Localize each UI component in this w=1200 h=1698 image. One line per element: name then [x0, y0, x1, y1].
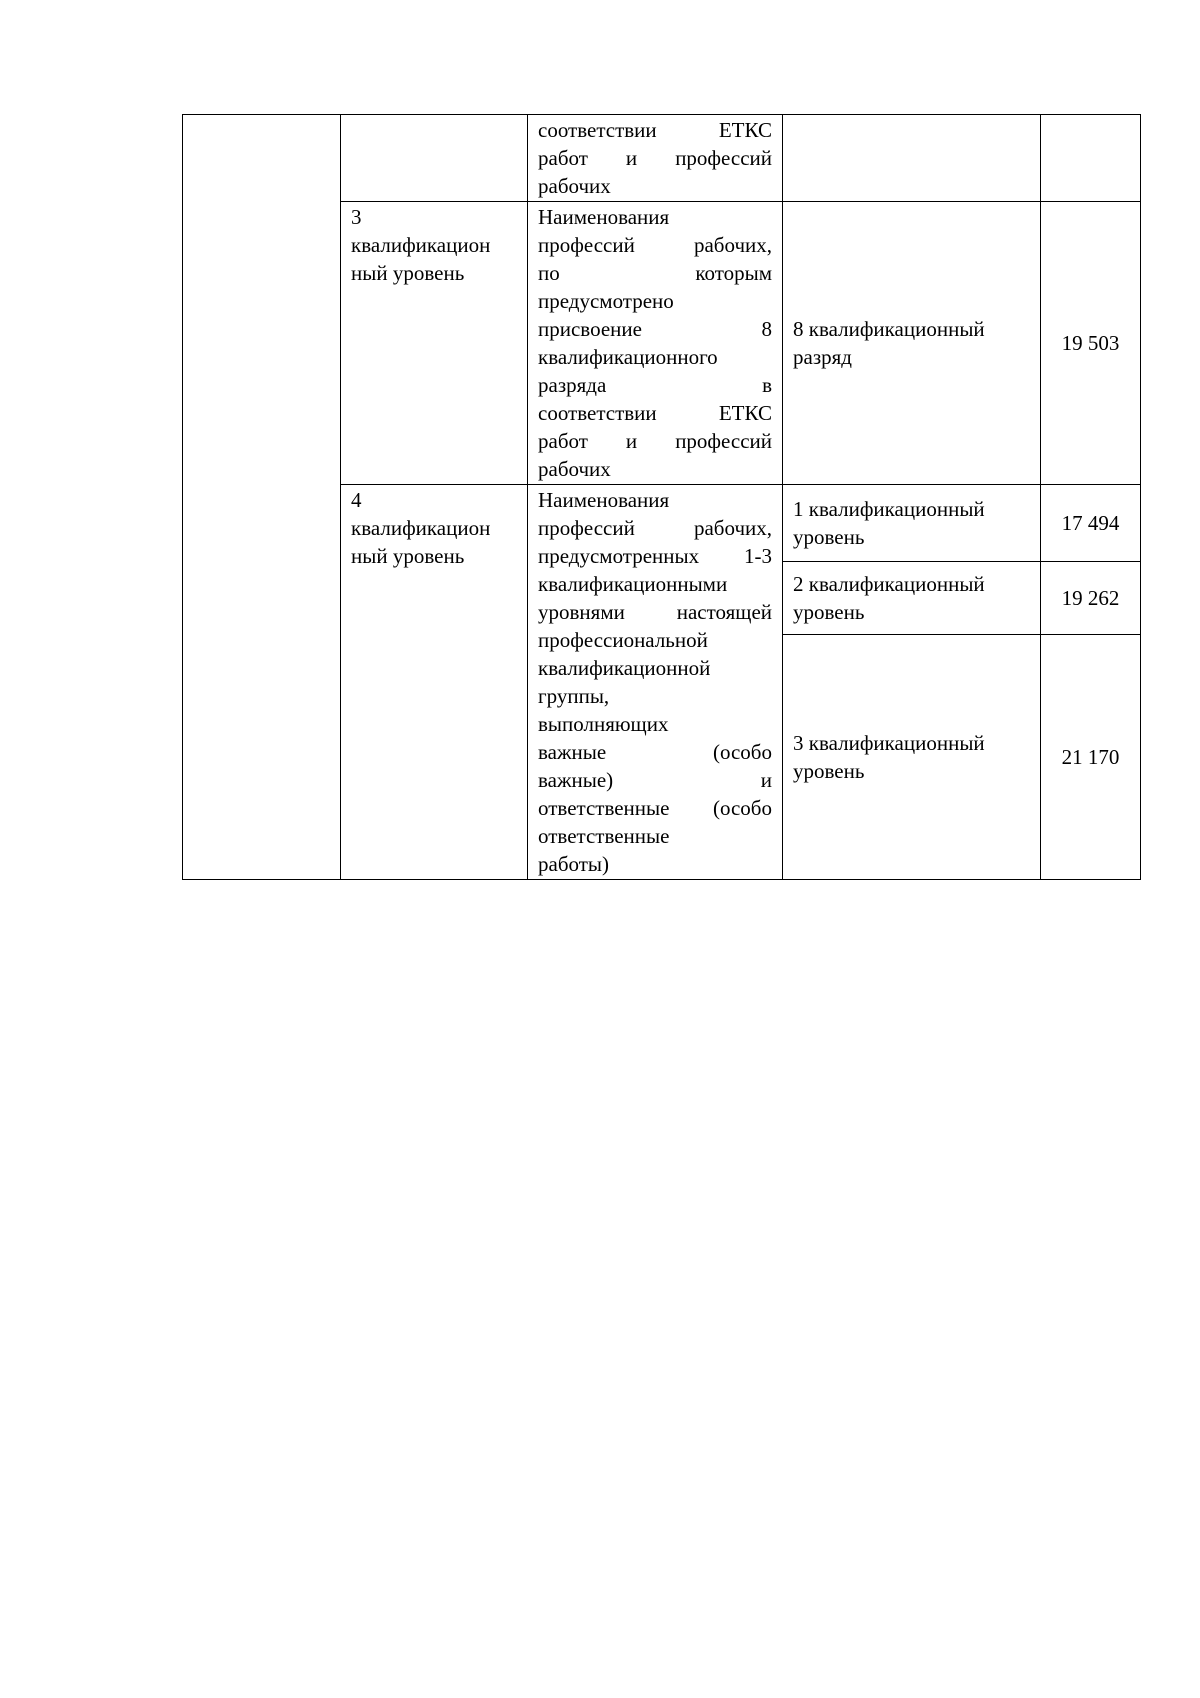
salary-cell-3: 19 503 — [1041, 202, 1141, 485]
profession-line: работы) — [538, 852, 610, 876]
level-number: 3 — [351, 205, 362, 229]
grade-cell-4-2: 2 квалификационный уровень — [783, 561, 1041, 634]
salary-cell-continued — [1041, 115, 1141, 202]
profession-line: квалификационного — [538, 345, 718, 369]
table-row-continued — [183, 115, 1141, 202]
grade-cell-3: 8 квалификационный разряд — [783, 202, 1041, 485]
profession-line: важные (особо — [538, 740, 772, 764]
level-cell-4 — [341, 485, 528, 880]
profession-line: по которым — [538, 261, 772, 285]
profession-line: рабочих — [538, 174, 611, 198]
profession-cell-continued — [528, 115, 783, 202]
level-text: квалификацион — [351, 516, 491, 540]
profession-line: присвоение 8 — [538, 317, 772, 341]
profession-line: профессий рабочих, — [538, 516, 772, 540]
grade-cell-4-3: 3 квалификационный уровень — [783, 634, 1041, 879]
profession-line: ответственные — [538, 824, 670, 848]
level-cell-3 — [341, 202, 528, 485]
qualification-table — [182, 114, 1141, 880]
level-cell-continued — [341, 115, 528, 202]
profession-line: работ и профессий — [538, 429, 772, 453]
profession-line: работ и профессий — [538, 146, 772, 170]
profession-line: рабочих — [538, 457, 611, 481]
profession-line: профессиональной — [538, 628, 708, 652]
salary-cell-4-2: 19 262 — [1041, 561, 1141, 634]
profession-line: разряда в — [538, 373, 772, 397]
profession-line: соответствии ЕТКС — [538, 118, 772, 142]
profession-line: Наименования — [538, 488, 670, 512]
level-text: ный уровень — [351, 544, 465, 568]
level-text: ный уровень — [351, 261, 465, 285]
profession-line: группы, — [538, 684, 610, 708]
profession-line: Наименования — [538, 205, 670, 229]
profession-line: соответствии ЕТКС — [538, 401, 772, 425]
profession-line: предусмотрено — [538, 289, 674, 313]
grade-cell-4-1: 1 квалификационный уровень — [783, 485, 1041, 562]
profession-line: важные) и — [538, 768, 772, 792]
level-text: квалификацион — [351, 233, 491, 257]
profession-line: уровнями настоящей — [538, 600, 772, 624]
profession-line: ответственные (особо — [538, 796, 772, 820]
profession-line: выполняющих — [538, 712, 669, 736]
profession-cell-4 — [528, 485, 783, 880]
salary-cell-4-1: 17 494 — [1041, 485, 1141, 562]
profession-line: предусмотренных 1-3 — [538, 544, 772, 568]
grade-cell-continued — [783, 115, 1041, 202]
salary-cell-4-3: 21 170 — [1041, 634, 1141, 879]
profession-line: квалификационной — [538, 656, 711, 680]
group-cell — [183, 115, 341, 880]
profession-line: профессий рабочих, — [538, 233, 772, 257]
profession-cell-3 — [528, 202, 783, 485]
profession-line: квалификационными — [538, 572, 728, 596]
level-number: 4 — [351, 488, 362, 512]
